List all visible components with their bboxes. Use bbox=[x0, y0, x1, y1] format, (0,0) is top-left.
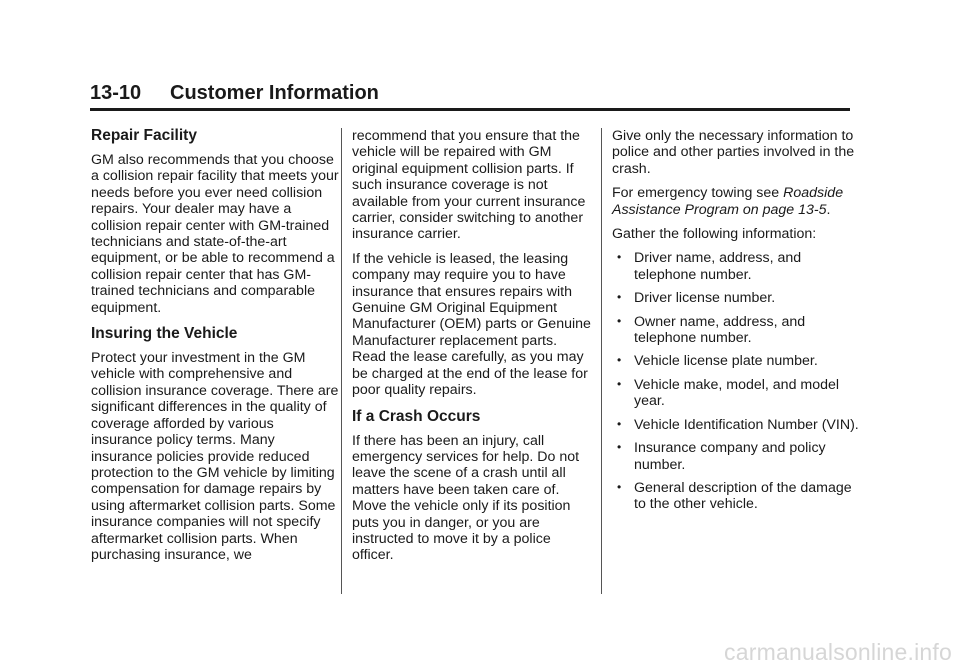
bullet-icon: • bbox=[617, 250, 622, 265]
column-2 bbox=[352, 124, 594, 572]
paragraph-necessary-information: Give only the necessary information to police and other parties involved in the crash. bbox=[612, 128, 855, 177]
paragraph-leased-vehicle: If the vehicle is leased, the leasing company may require you to have insurance that ensures repairs with Genuine GM Original Equipment Manufacturer (OEM) parts or Genuine Manufacturer replacement parts. Read the lease carefully, as you may be charged at the end of the lease for poor quality repairs. bbox=[352, 250, 591, 399]
list-item-text: Insurance company and policy number. bbox=[634, 440, 826, 473]
paragraph-gather-information: Gather the following information: bbox=[612, 226, 817, 243]
list-item bbox=[612, 417, 862, 433]
list-item-text: General description of the damage to the other vehicle. bbox=[634, 479, 852, 513]
list-item bbox=[612, 377, 862, 410]
list-item-text: Vehicle Identification Number (VIN). bbox=[634, 416, 859, 433]
paragraph-emergency-towing bbox=[612, 185, 862, 218]
column-1 bbox=[91, 124, 339, 571]
towing-text: For emergency towing see bbox=[612, 185, 780, 202]
list-item-text: Driver license number. bbox=[634, 290, 776, 307]
list-item bbox=[612, 440, 862, 473]
paragraph-insuring-vehicle: Protect your investment in the GM vehicle with comprehensive and collision insurance coverage. There are significant differences in the quality of coverage afforded by various insurance policy terms. Many insurance policies provide reduced protection to the GM vehicle by limiting compensation for damage repairs by using aftermarket collision parts. Some insurance companies will not specify aftermarket collision parts. When purchasing insurance, we bbox=[91, 350, 339, 563]
list-item bbox=[612, 353, 862, 369]
column-3 bbox=[612, 124, 862, 520]
towing-period: . bbox=[826, 201, 831, 218]
page-number: 13-10 bbox=[90, 82, 142, 104]
bullet-icon: • bbox=[617, 416, 622, 431]
list-item-text: Driver name, address, and telephone number. bbox=[634, 250, 802, 283]
roadside-assistance-link[interactable]: Roadside Assistance Program on page 13-5 bbox=[612, 185, 844, 218]
column-divider-1 bbox=[341, 128, 342, 594]
list-item bbox=[612, 314, 862, 347]
list-item bbox=[612, 290, 862, 306]
list-item bbox=[612, 250, 862, 283]
bullet-icon: • bbox=[617, 290, 622, 305]
heading-crash-occurs: If a Crash Occurs bbox=[352, 407, 481, 425]
section-title: Customer Information bbox=[170, 82, 379, 104]
list-item-text: Vehicle make, model, and model year. bbox=[634, 376, 840, 410]
heading-insuring-vehicle: Insuring the Vehicle bbox=[91, 325, 238, 343]
information-list bbox=[612, 250, 862, 512]
list-item bbox=[612, 480, 862, 513]
paragraph-insurance-continued: recommend that you ensure that the vehicle will be repaired with GM original equipment collision parts. If such insurance coverage is not available from your current insurance carrier, consider switching to another insurance carrier. bbox=[352, 128, 586, 243]
bullet-icon: • bbox=[617, 313, 622, 328]
paragraph-crash-occurs: If there has been an injury, call emergency services for help. Do not leave the scene of a crash until all matters have been taken care of. Move the vehicle only if its position puts you in danger, or you are instructed to move it by a police officer. bbox=[352, 432, 580, 564]
bullet-icon: • bbox=[617, 440, 622, 455]
list-item-text: Vehicle license plate number. bbox=[634, 353, 818, 370]
bullet-icon: • bbox=[617, 376, 622, 391]
bullet-icon: • bbox=[617, 353, 622, 368]
list-item-text: Owner name, address, and telephone number. bbox=[634, 313, 806, 347]
heading-repair-facility: Repair Facility bbox=[91, 127, 197, 144]
column-divider-2 bbox=[601, 128, 602, 594]
page-header bbox=[90, 82, 850, 111]
watermark: carmanualsonline.info bbox=[724, 639, 952, 665]
bullet-icon: • bbox=[617, 479, 622, 494]
paragraph-repair-facility: GM also recommends that you choose a collision repair facility that meets your needs before you ever need collision repairs. Your dealer may have a collision repair center with GM-trained technicians and state-of-the-art equipment, or be able to recommend a collision repair center that has GM-trained technicians and comparable equipment. bbox=[91, 152, 339, 316]
